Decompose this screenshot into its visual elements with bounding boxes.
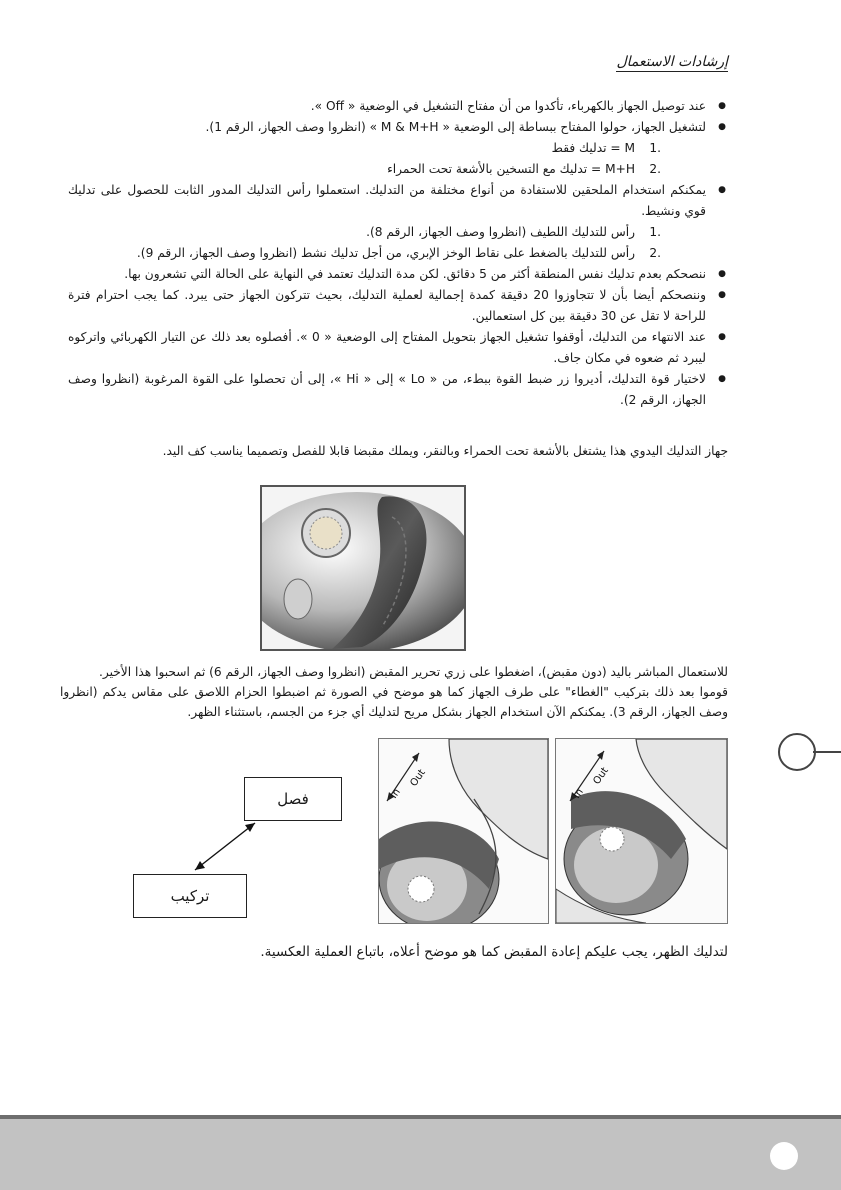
section-tab-line bbox=[813, 751, 841, 753]
list-item bbox=[68, 180, 730, 264]
label-attach bbox=[133, 874, 247, 918]
sub-list-item bbox=[68, 243, 661, 264]
list-item-text: وننصحكم أيضا بأن لا تتجاوزوا 20 دقيقة كمدة إجمالية لعملية التدليك، بحيث تتركون الجهاز حتى يبرد. كما يجب احترام فترة للراحة لا تقل عن 30 دقيقة بين كل استعمالين. bbox=[68, 288, 706, 323]
intro-paragraph: جهاز التدليك اليدوي هذا يشتغل بالأشعة تحت الحمراء وبالنقر، ويملك مقبضا قابلا للفصل وتصميما يناسب كف اليد. bbox=[162, 444, 728, 458]
massager-photo bbox=[260, 485, 466, 651]
sub-list-item bbox=[68, 159, 661, 180]
label-attach-text: تركيب bbox=[170, 887, 210, 905]
arrow-out-label: Out bbox=[408, 767, 428, 789]
list-item-text: يمكنكم استخدام الملحقين للاستفادة من أنواع مختلفة من التدليك. استعملوا رأس التدليك المدور الثابت للحصول على تدليك قوي ونشيط. bbox=[68, 183, 706, 218]
arrow-in-label: In bbox=[388, 786, 403, 801]
attach-photo-right bbox=[555, 738, 728, 924]
footer-bar bbox=[0, 1115, 841, 1190]
list-item-text: لاختيار قوة التدليك، أديروا زر ضبط القوة ببطء، من « Lo » إلى « Hi »، إلى أن تحصلوا على القوة المرغوبة (انظروا وصف الجهاز، الرقم 2). bbox=[68, 372, 706, 407]
attach-photo-left bbox=[378, 738, 549, 924]
page-title: إرشادات الاستعمال bbox=[616, 54, 728, 70]
sub-item-number: .1 bbox=[649, 225, 661, 239]
list-item bbox=[68, 285, 730, 327]
list-item bbox=[68, 327, 730, 369]
list-item-text: عند الانتهاء من التدليك، أوقفوا تشغيل الجهاز بتحويل المفتاح إلى الوضعية « 0 ». أفصلوه بعد ذلك عن التيار الكهربائي واتركوه ليبرد ثم ضعوه في مكان جاف. bbox=[68, 330, 706, 365]
sub-item-number: .2 bbox=[649, 246, 661, 260]
list-item bbox=[68, 117, 730, 180]
instructions-list bbox=[68, 96, 730, 411]
handle-text-line: قوموا بعد ذلك بتركيب "الغطاء" على طرف الجهاز كما هو موضح في الصورة ثم اضبطوا الحزام اللاصق على مقاس يدكم (انظروا وصف الجهاز، الرقم 3). يمكنكم الآن استخدام الجهاز بشكل مريح لتدليك أي جزء من الجسم، باستثناء الظهر. bbox=[60, 685, 728, 719]
sub-item-number: .2 bbox=[649, 162, 661, 176]
sub-list-item bbox=[68, 222, 661, 243]
list-item-text: لتشغيل الجهاز، حولوا المفتاح ببساطة إلى الوضعية « M & M+H » (انظروا وصف الجهاز، الرقم 1). bbox=[205, 120, 706, 134]
sub-list-item bbox=[68, 138, 661, 159]
section-tab-marker bbox=[778, 733, 816, 771]
massager-illustration bbox=[262, 487, 464, 649]
list-item-text: عند توصيل الجهاز بالكهرباء، تأكدوا من أن مفتاح التشغيل في الوضعية « Off ». bbox=[310, 99, 706, 113]
handle-text-line: للاستعمال المباشر باليد (دون مقبض)، اضغطوا على زري تحرير المقبض (انظروا وصف الجهاز، الرقم 6) ثم اسحبوا هذا الأخير. bbox=[98, 665, 728, 679]
arrow-out-label: Out bbox=[591, 765, 611, 787]
handle-paragraph bbox=[60, 662, 728, 722]
arrow-in-label: In bbox=[571, 786, 586, 801]
page-number-dot bbox=[770, 1142, 798, 1170]
sub-item-text: رأس للتدليك بالضغط على نقاط الوخز الإبري، من أجل تدليك نشط (انظروا وصف الجهاز، الرقم 9). bbox=[136, 246, 635, 260]
list-item bbox=[68, 96, 730, 117]
sub-item-text: M+H = تدليك مع التسخين بالأشعة تحت الحمراء bbox=[387, 162, 635, 176]
double-arrow-icon bbox=[185, 815, 265, 879]
label-detach-text: فصل bbox=[277, 790, 309, 808]
footer-divider bbox=[0, 1115, 841, 1119]
sub-item-number: .1 bbox=[649, 141, 661, 155]
list-item bbox=[68, 369, 730, 411]
list-item-text: ننصحكم بعدم تدليك نفس المنطقة أكثر من 5 دقائق. لكن مدة التدليك تعتمد في النهاية على الحالة التي تشعرون بها. bbox=[124, 267, 706, 281]
outro-paragraph: لتدليك الظهر، يجب عليكم إعادة المقبض كما هو موضح أعلاه، باتباع العملية العكسية. bbox=[260, 944, 728, 960]
sub-item-text: رأس للتدليك اللطيف (انظروا وصف الجهاز، الرقم 8). bbox=[366, 225, 635, 239]
hand-attach-illustration bbox=[556, 739, 727, 923]
sub-item-text: M = تدليك فقط bbox=[551, 141, 635, 155]
hand-attach-illustration bbox=[379, 739, 548, 923]
list-item bbox=[68, 264, 730, 285]
